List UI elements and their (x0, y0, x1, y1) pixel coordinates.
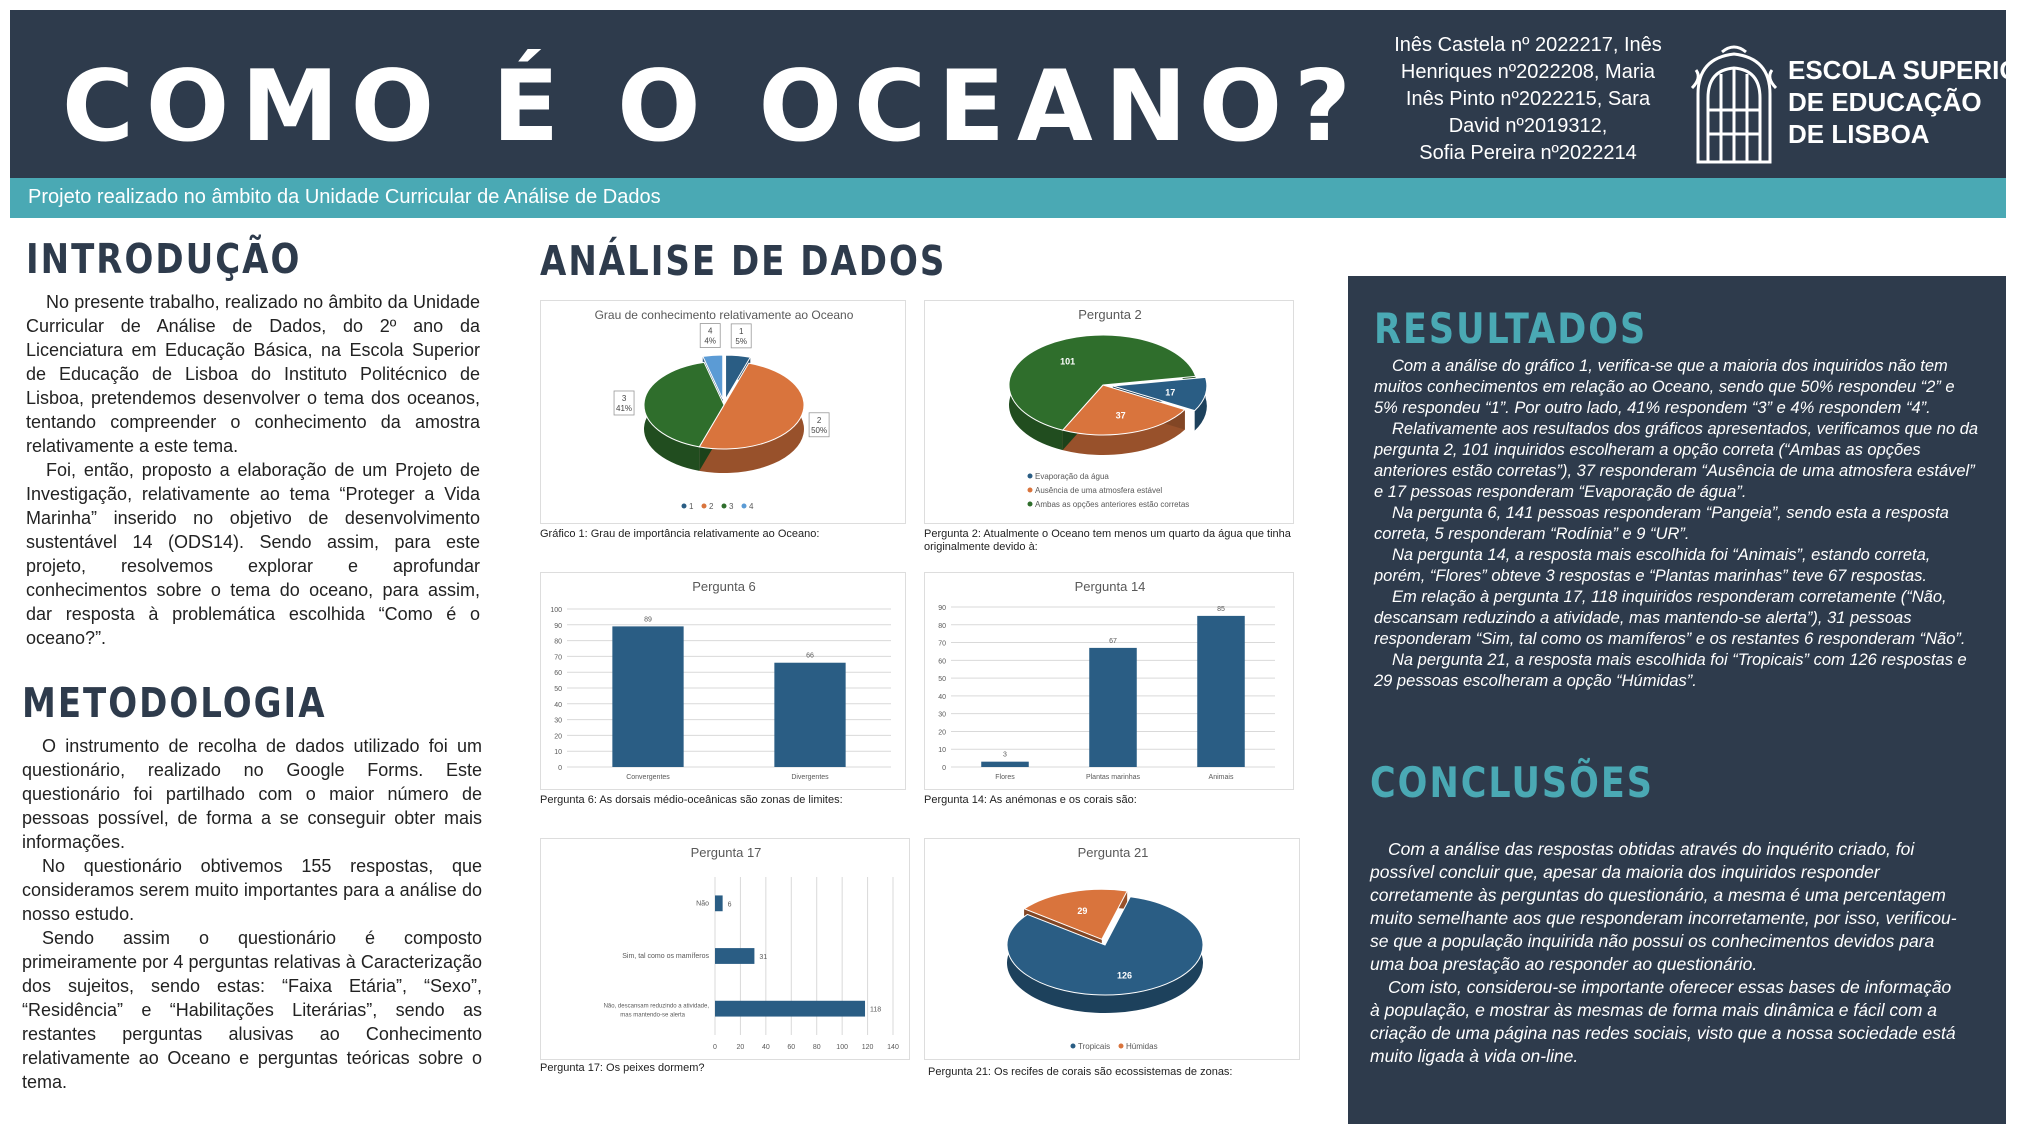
tick-label: 50 (554, 686, 562, 693)
chart-title: Pergunta 17 (690, 845, 762, 860)
author-line: Inês Castela nº 2022217, Inês (1394, 34, 1662, 56)
method-paragraph: No questionário obtivemos 155 respostas, que consideramos serem muito importantes para a análise do nosso estudo. (22, 856, 482, 924)
results-paragraph: Em relação à pergunta 17, 118 inquiridos responderam corretamente (“Não, descansam reduzindo a atividade, mas mantendo-se alerta”), 31 pessoas responderam “Sim, tal como os mamíferos” e os restantes 6 responderam “Não”. (1374, 588, 1966, 648)
tick-label: 100 (836, 1044, 848, 1051)
bar-chart-14 (925, 573, 1295, 791)
category-label: mas mantendo-se alerta (620, 1012, 685, 1019)
legend-entry: 3 (729, 502, 734, 511)
pie-data-label: 5% (735, 336, 747, 346)
tick-label: 20 (554, 733, 562, 741)
pie-tops (644, 355, 804, 449)
tick-label: 20 (736, 1044, 745, 1051)
results-paragraph: Com a análise do gráfico 1, verifica-se que a maioria dos inquiridos não tem muitos conhecimentos em relação ao Oceano, sendo que 50% respondeu “2” e 5% respondeu “1”. Por outro lado, 41% respondem “3” e 4% respondem “4”. (1374, 357, 1955, 417)
tick-label: 30 (554, 717, 562, 725)
subtitle-bar (10, 178, 2006, 218)
pie-data-label: 29 (1077, 905, 1088, 916)
bar-data-label: 3 (1003, 751, 1007, 759)
tick-label: 0 (942, 765, 946, 772)
pie-data-label: 1 (738, 326, 744, 336)
conclusions-paragraph: Com a análise das respostas obtidas através do inquérito criado, foi possível concluir que, apesar da maioria dos inquiridos responder corretamente às perguntas do questionário, a mesma é uma percentagem muito semelhante aos que responderam incorretamente, por isso, verificou-se que a população inquirida não possui os conhecimentos devidos para uma boa prestação ao responder ao questionário. (1370, 839, 1957, 974)
results-paragraph: Na pergunta 21, a resposta mais escolhida foi “Tropicais” com 126 respostas e 29 pessoas escolheram a opção “Húmidas”. (1374, 651, 1967, 690)
analysis-title: ANÁLISE DE DADOS (540, 238, 947, 286)
legend-entry: Húmidas (1126, 1042, 1158, 1051)
intro-text (26, 290, 480, 650)
conclusions-paragraph: Com isto, considerou-se importante oferecer essas bases de informação à população, e mostrar às mesmas de forma mais dinâmica e fácil com a criação de uma página nas redes sociais, visto que a nossa sociedade está muito ligada à vida on-line. (1370, 977, 1956, 1066)
poster-title: COMO É O OCEANO? (62, 50, 1363, 164)
author-line: David nº2019312, (1448, 115, 1608, 137)
legend-entry: 2 (709, 502, 714, 511)
chart-title: Pergunta 2 (1078, 307, 1142, 322)
school-line: DE LISBOA (1788, 119, 1930, 149)
results-panel (1348, 276, 2006, 1124)
conclusions-title: CONCLUSÕES (1370, 760, 1654, 808)
bar-data-label: 85 (1217, 605, 1225, 613)
header-bar (10, 10, 2038, 178)
pie-chart-1 (541, 301, 907, 525)
results-title: RESULTADOS (1374, 306, 1648, 354)
bar (774, 663, 845, 767)
legend-marker (702, 504, 707, 509)
pie-data-label: 4 (707, 326, 713, 336)
legend-entry: Tropicais (1078, 1042, 1111, 1051)
chart-grau-conhecimento (540, 300, 906, 524)
bar (715, 948, 754, 964)
pie-data-label: 3 (621, 393, 627, 403)
category-label: Plantas marinhas (1085, 774, 1141, 781)
legend-entry: 1 (689, 502, 694, 511)
pie-data-label: 2 (816, 415, 822, 425)
chart-title: Grau de conhecimento relativamente ao Oceano (594, 308, 854, 322)
tick-label: 70 (554, 654, 562, 662)
tick-label: 30 (938, 711, 946, 719)
legend-marker (742, 504, 747, 509)
tick-label: 40 (938, 693, 946, 701)
tick-label: 80 (812, 1044, 821, 1051)
tick-label: 50 (938, 676, 946, 684)
tick-label: 140 (887, 1044, 899, 1051)
tick-label: 10 (554, 749, 562, 757)
bar-data-label: 67 (1109, 637, 1117, 645)
school-line: ESCOLA SUPERIOR (1788, 55, 2038, 85)
pie-data-label: 126 (1116, 970, 1132, 981)
category-label: Sim, tal como os mamíferos (622, 953, 709, 960)
category-label: Animais (1208, 774, 1234, 781)
school-name (1788, 54, 2038, 150)
intro-paragraph: No presente trabalho, realizado no âmbito da Unidade Curricular de Análise de Dados, do 2º ano da Licenciatura em Educação Básica, na Escola Superior de Educação de Lisboa do Instituto Politécnico de Lisboa, pretendemos desenvolver o tema dos oceanos, tentando compreender o conhecimento da amostra relativamente a este tema. (26, 292, 480, 456)
bar (1089, 648, 1137, 767)
bar (715, 1001, 865, 1017)
tick-label: 0 (558, 765, 562, 772)
tick-label: 60 (787, 1044, 796, 1051)
conclusions-text (1370, 838, 1960, 1068)
chart-pergunta-21 (924, 838, 1300, 1060)
tick-label: 120 (861, 1044, 874, 1051)
author-line: Sofia Pereira nº2022214 (1419, 142, 1637, 164)
results-text (1374, 356, 1980, 692)
bar-data-label: 31 (759, 954, 768, 961)
authors (1378, 32, 1678, 167)
school-logo-icon (1692, 44, 1776, 164)
method-title: METODOLOGIA (22, 680, 327, 728)
chart-caption: Pergunta 21: Os recifes de corais são ecossistemas de zonas: (928, 1066, 1233, 1078)
chart-title: Pergunta 14 (1074, 579, 1146, 594)
pie-chart-21 (925, 839, 1301, 1061)
school-line: DE EDUCAÇÃO (1788, 87, 1982, 117)
tick-label: 40 (554, 701, 562, 709)
tick-label: 90 (554, 622, 562, 630)
chart-caption: Pergunta 2: Atualmente o Oceano tem menos um quarto da água que tinha originalmente devido à: (924, 528, 1291, 553)
chart-title: Pergunta 21 (1077, 845, 1149, 860)
legend-entry: Ambas as opções anteriores estão corretas (1035, 500, 1190, 509)
pie-tops (1007, 889, 1203, 995)
hbar-chart-17 (541, 839, 911, 1061)
intro-paragraph: Foi, então, proposto a elaboração de um Projeto de Investigação, relativamente ao tema “Proteger a Vida Marinha” inserido no objetivo de desenvolvimento sustentável 14 (ODS14). Sendo assim, para este projeto, resolvemos explorar e aprofundar conhecimentos sobre o tema do oceano, para assim, dar resposta à problemática escolhida “Como é o oceano?”. (26, 460, 480, 648)
pie-data-label: 4% (704, 336, 716, 346)
pie-data-label: 17 (1165, 387, 1176, 398)
tick-label: 60 (554, 670, 562, 678)
category-label: Não, descansam reduzindo a atividade, (603, 1003, 709, 1010)
author-line: Inês Pinto nº2022215, Sara (1405, 88, 1651, 110)
chart-caption: Pergunta 17: Os peixes dormem? (540, 1062, 705, 1074)
tick-label: 80 (554, 638, 562, 646)
bar (1197, 616, 1245, 767)
tick-label: 80 (938, 622, 946, 630)
legend-marker (682, 504, 687, 509)
legend-marker (1028, 474, 1033, 479)
chart-pergunta-6 (540, 572, 906, 790)
bar-data-label: 6 (727, 901, 732, 909)
legend-marker (722, 504, 727, 509)
tick-label: 40 (761, 1044, 770, 1051)
tick-label: 90 (938, 605, 946, 612)
legend-marker (1119, 1044, 1124, 1049)
intro-title: INTRODUÇÃO (26, 236, 302, 284)
bar-data-label: 89 (644, 616, 652, 624)
method-paragraph: Sendo assim o questionário é composto primeiramente por 4 perguntas relativas à Caracterização dos sujeitos, sendo estas: “Faixa Etária”, “Sexo”, “Residência” e “Habilitações Literárias”, sendo as restantes perguntas alusivas ao Conhecimento relativamente ao Oceano e perguntas teóricas sobre o tema. (22, 928, 482, 1092)
legend-marker (1071, 1044, 1076, 1049)
pie-data-label: 101 (1060, 356, 1076, 367)
legend-marker (1028, 502, 1033, 507)
chart-caption: Pergunta 14: As anémonas e os corais são: (924, 794, 1137, 806)
tick-label: 20 (938, 729, 946, 737)
tick-label: 100 (550, 607, 562, 614)
chart-caption: Pergunta 6: As dorsais médio-oceânicas são zonas de limites: (540, 794, 843, 806)
tick-label: 10 (938, 747, 946, 755)
tick-label: 0 (713, 1044, 717, 1051)
results-paragraph: Na pergunta 14, a resposta mais escolhida foi “Animais”, estando correta, porém, “Flores” obteve 3 respostas e “Plantas marinhas” teve 67 respostas. (1374, 546, 1931, 585)
pie-data-label: 50% (811, 425, 828, 435)
method-text (22, 734, 482, 1094)
bar (715, 895, 723, 911)
category-label: Não (696, 900, 709, 908)
tick-label: 60 (938, 658, 946, 666)
legend-entry: Ausência de uma atmosfera estável (1035, 486, 1163, 495)
legend-entry: Evaporação da água (1035, 472, 1109, 481)
subtitle: Projeto realizado no âmbito da Unidade Curricular de Análise de Dados (28, 186, 661, 208)
category-label: Flores (995, 774, 1015, 781)
results-paragraph: Na pergunta 6, 141 pessoas responderam “Pangeia”, sendo esta a resposta correta, 5 responderam “Rodínia” e 9 “UR”. (1374, 504, 1949, 543)
chart-caption: Gráfico 1: Grau de importância relativamente ao Oceano: (540, 528, 820, 540)
pie-data-label: 37 (1115, 410, 1126, 421)
chart-pergunta-17 (540, 838, 910, 1060)
author-line: Henriques nº2022208, Maria (1400, 61, 1656, 83)
bar-data-label: 118 (870, 1006, 882, 1014)
pie-data-label: 41% (616, 403, 633, 413)
pie-chart-2 (925, 301, 1295, 525)
results-paragraph: Relativamente aos resultados dos gráficos apresentados, verificamos que no da pergunta 2, 101 inquiridos escolheram a opção correta (“Ambas as opções anteriores estão corretas”), 37 responderam “Ausência de uma atmosfera estável” e 17 pessoas responderam “Evaporação de água”. (1374, 420, 1979, 501)
method-paragraph: O instrumento de recolha de dados utilizado foi um questionário, realizado no Google Forms. Este questionário foi partilhado com o maior número de pessoas possível, de forma a se conseguir obter mais informações. (22, 736, 482, 852)
legend-entry: 4 (749, 502, 754, 511)
tick-label: 70 (938, 640, 946, 648)
bar (981, 762, 1029, 767)
category-label: Divergentes (791, 774, 829, 781)
category-label: Convergentes (626, 774, 670, 781)
bar-data-label: 66 (806, 652, 814, 660)
chart-title: Pergunta 6 (692, 579, 756, 594)
bar-chart-6 (541, 573, 907, 791)
chart-pergunta-2 (924, 300, 1294, 524)
chart-pergunta-14 (924, 572, 1294, 790)
bar (612, 626, 683, 767)
legend-marker (1028, 488, 1033, 493)
